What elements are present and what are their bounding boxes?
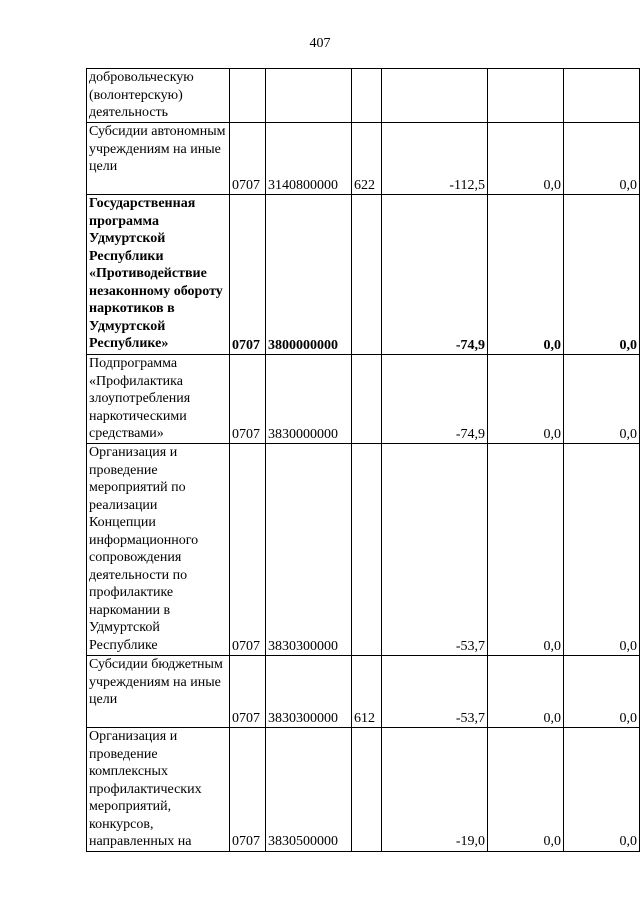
table-row xyxy=(87,656,640,728)
row-name-cell xyxy=(87,444,230,656)
section-code-cell: 0707 xyxy=(230,355,266,444)
expense-type-cell xyxy=(352,355,382,444)
row-name: Организация и проведение мероприятий по реализации Концепции информационного сопровождения деятельности по профилактике наркомании в Удмуртской Республике xyxy=(89,445,199,653)
row-name-cell xyxy=(87,69,230,123)
value-3-cell: 0,0 xyxy=(564,728,640,852)
table-row xyxy=(87,195,640,355)
row-name-cell xyxy=(87,728,230,852)
value-2-cell: 0,0 xyxy=(488,656,564,728)
table-row xyxy=(87,728,640,852)
table-row xyxy=(87,123,640,195)
section-code-cell: 0707 xyxy=(230,195,266,355)
row-name-cell xyxy=(87,355,230,444)
value-2-cell xyxy=(488,69,564,123)
section-code-cell: 0707 xyxy=(230,123,266,195)
value-1-cell: -53,7 xyxy=(382,656,488,728)
target-code-cell: 3830300000 xyxy=(266,444,352,656)
section-code-cell xyxy=(230,69,266,123)
value-3-cell: 0,0 xyxy=(564,195,640,355)
row-name-cell xyxy=(87,656,230,728)
target-code-cell: 3800000000 xyxy=(266,195,352,355)
row-name: Субсидии бюджетным учреждениям на иные цели xyxy=(89,657,223,707)
value-3-cell: 0,0 xyxy=(564,444,640,656)
row-name-cell xyxy=(87,195,230,355)
row-name: Организация и проведение комплексных профилактических мероприятий, конкурсов, направленных на xyxy=(89,729,202,849)
row-name-cell xyxy=(87,123,230,195)
row-name: Подпрограмма «Профилактика злоупотребления наркотическими средствами» xyxy=(89,356,191,441)
expense-type-cell xyxy=(352,444,382,656)
expense-type-cell: 622 xyxy=(352,123,382,195)
table-row xyxy=(87,444,640,656)
value-1-cell xyxy=(382,69,488,123)
section-code-cell: 0707 xyxy=(230,444,266,656)
value-3-cell: 0,0 xyxy=(564,123,640,195)
budget-table xyxy=(86,68,640,852)
expense-type-cell: 612 xyxy=(352,656,382,728)
row-name: Субсидии автономным учреждениям на иные цели xyxy=(89,124,226,174)
value-2-cell: 0,0 xyxy=(488,355,564,444)
expense-type-cell xyxy=(352,728,382,852)
value-1-cell: -53,7 xyxy=(382,444,488,656)
value-2-cell: 0,0 xyxy=(488,195,564,355)
value-2-cell: 0,0 xyxy=(488,444,564,656)
table-row xyxy=(87,69,640,123)
table-row xyxy=(87,355,640,444)
value-3-cell: 0,0 xyxy=(564,355,640,444)
target-code-cell: 3140800000 xyxy=(266,123,352,195)
value-1-cell: -19,0 xyxy=(382,728,488,852)
target-code-cell: 3830000000 xyxy=(266,355,352,444)
value-1-cell: -74,9 xyxy=(382,355,488,444)
row-name: Государственная программа Удмуртской Республики «Противодействие незаконному обороту наркотиков в Удмуртской Республике» xyxy=(89,196,223,351)
target-code-cell: 3830300000 xyxy=(266,656,352,728)
target-code-cell xyxy=(266,69,352,123)
value-1-cell: -112,5 xyxy=(382,123,488,195)
value-1-cell: -74,9 xyxy=(382,195,488,355)
section-code-cell: 0707 xyxy=(230,656,266,728)
value-2-cell: 0,0 xyxy=(488,123,564,195)
value-3-cell xyxy=(564,69,640,123)
row-name: добровольческую (волонтерскую) деятельность xyxy=(89,70,194,120)
value-3-cell: 0,0 xyxy=(564,656,640,728)
target-code-cell: 3830500000 xyxy=(266,728,352,852)
expense-type-cell xyxy=(352,195,382,355)
value-2-cell: 0,0 xyxy=(488,728,564,852)
section-code-cell: 0707 xyxy=(230,728,266,852)
page-number: 407 xyxy=(309,36,331,51)
expense-type-cell xyxy=(352,69,382,123)
